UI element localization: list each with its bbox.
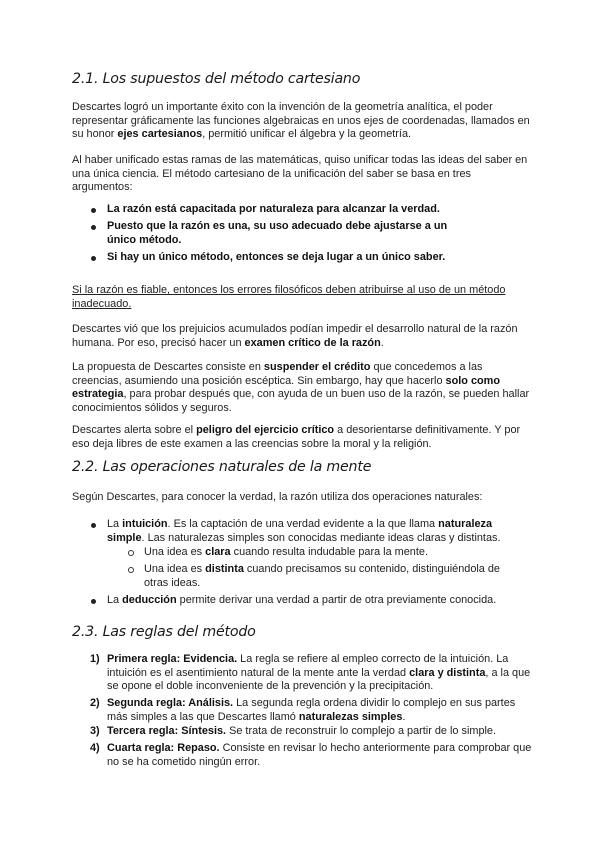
rule-1-evidencia <box>107 653 532 694</box>
sub-bullet-circle <box>128 550 134 556</box>
bullet-dot <box>91 208 96 213</box>
bold-suspender-credito: suspender el crédito <box>263 361 371 373</box>
bullet-intuicion <box>107 518 527 545</box>
rule-4-repaso <box>107 742 532 769</box>
text: La segunda regla ordena dividir lo complejo en sus partes más simples a las que Descartes llamó <box>107 697 516 723</box>
rule-number-1: 1) <box>90 653 100 665</box>
text: La propuesta de Descartes consiste en <box>72 361 264 373</box>
bold-solo-estrategia: solo como estrategia <box>72 374 500 401</box>
text: que concedemos a las creencias, asumiendo una posición escéptica. Sin embargo, hay que hacerlo <box>72 361 483 387</box>
bullet-item-3: Si hay un único método, entonces se deja lugar a un único saber. <box>107 251 446 263</box>
text: Una idea es <box>144 563 206 575</box>
text: . Las naturalezas simples son conocidas mediante ideas claras y distintas. <box>141 531 501 544</box>
bold-deduccion: deducción <box>122 594 177 606</box>
section-heading-2-2: 2.2. Las operaciones naturales de la mente <box>72 459 372 475</box>
rule-number-2: 2) <box>90 697 100 709</box>
bullet-deduccion <box>107 594 532 608</box>
paragraph-razon-fiable: Si la razón es fiable, entonces los errores filosóficos deben atribuirse al uso de un método inadecuado. <box>72 284 506 310</box>
bullet-dot <box>91 225 96 230</box>
sub-bullet-clara <box>144 546 524 560</box>
rule-title-1: Primera regla: Evidencia. <box>107 653 238 665</box>
bullet-dot <box>91 523 96 528</box>
sub-bullet-distinta <box>144 563 522 590</box>
bullet-item-2: Puesto que la razón es una, su uso adecuado debe ajustarse a un único método. <box>107 220 448 246</box>
bold-examen-critico: examen crítico de la razón <box>244 336 381 349</box>
text: . <box>402 710 406 723</box>
paragraph-unificacion: Al haber unificado estas ramas de las matemáticas, quiso unificar todas las ideas del saber en una única ciencia. El método cartesiano de la unificación del saber se basa en tres argumentos: <box>72 154 528 194</box>
text: Consiste en revisar lo hecho anteriormente para comprobar que no se ha cometido ningún error. <box>107 742 532 768</box>
section-heading-2-3: 2.3. Las reglas del método <box>72 624 256 640</box>
paragraph-operaciones-intro: Según Descartes, para conocer la verdad, la razón utiliza dos operaciones naturales: <box>72 491 483 503</box>
text: Descartes alerta sobre el <box>72 424 197 436</box>
text: Descartes logró un importante éxito con la invención de la geometría analítica, el poder representar gráficamente las funciones algebraicas en unos ejes de coordenadas, llamados en su honor <box>72 101 530 141</box>
rule-2-analisis <box>107 697 532 724</box>
text: , para probar después que, con ayuda de un buen uso de la razón, se pueden hallar conocimientos sólidos y seguros. <box>72 388 530 414</box>
text: cuando precisamos su contenido, distinguiéndola de otras ideas. <box>144 563 500 589</box>
bold-naturalezas-simples: naturalezas simples <box>298 710 403 723</box>
rule-title-2: Segunda regla: Análisis. <box>107 697 234 709</box>
text: , a la que se opone el doble inconveniente de la prevención y la precipitación. <box>107 666 531 693</box>
paragraph-propuesta <box>72 361 534 415</box>
text: Descartes vió que los prejuicios acumulados podían impedir el desarrollo natural de la razón humana. Por eso, precisó hacer un <box>72 323 518 349</box>
text: cuando resulta indudable para la mente. <box>230 546 428 558</box>
text: . Es la captación de una verdad evidente a la que llama <box>167 518 439 530</box>
sub-bullet-circle <box>128 567 134 573</box>
text: Se trata de reconstruir lo complejo a partir de lo simple. <box>226 725 497 737</box>
text: . <box>380 336 384 349</box>
rule-number-4: 4) <box>90 742 100 754</box>
rule-number-3: 3) <box>90 725 100 737</box>
bold-clara-distinta: clara y distinta <box>409 666 486 679</box>
bold-intuicion: intuición <box>122 518 168 530</box>
paragraph-geometria <box>72 101 534 142</box>
bold-ejes-cartesianos: ejes cartesianos <box>117 128 203 141</box>
bullet-item-1: La razón está capacitada por naturaleza para alcanzar la verdad. <box>107 203 440 215</box>
bold-naturaleza-simple: naturaleza simple <box>107 518 493 544</box>
text: permite derivar una verdad a partir de otra previamente conocida. <box>176 594 497 606</box>
text: La regla se refiere al empleo correcto de la intuición. La intuición es el asentimiento natural de la mente ante la verdad <box>107 653 509 679</box>
rule-3-sintesis <box>107 725 532 739</box>
text: , permitió unificar el álgebra y la geometría. <box>202 128 412 141</box>
paragraph-prejuicios <box>72 323 534 350</box>
paragraph-peligro <box>72 424 534 451</box>
bullet-dot <box>91 256 96 261</box>
text: La <box>107 518 123 530</box>
text: La <box>107 594 123 606</box>
text: Una idea es <box>144 546 206 558</box>
rule-title-3: Tercera regla: Síntesis. <box>107 725 227 737</box>
bullet-dot <box>91 599 96 604</box>
rule-title-4: Cuarta regla: Repaso. <box>107 742 220 754</box>
bold-distinta: distinta <box>205 563 244 575</box>
text: a desorientarse definitivamente. Y por eso deja libres de este examen a las creencias sobre la moral y la religión. <box>72 424 521 450</box>
bold-peligro-critico: peligro del ejercicio crítico <box>196 424 335 436</box>
section-heading-2-1: 2.1. Los supuestos del método cartesiano <box>72 71 361 87</box>
bold-clara: clara <box>205 546 231 558</box>
